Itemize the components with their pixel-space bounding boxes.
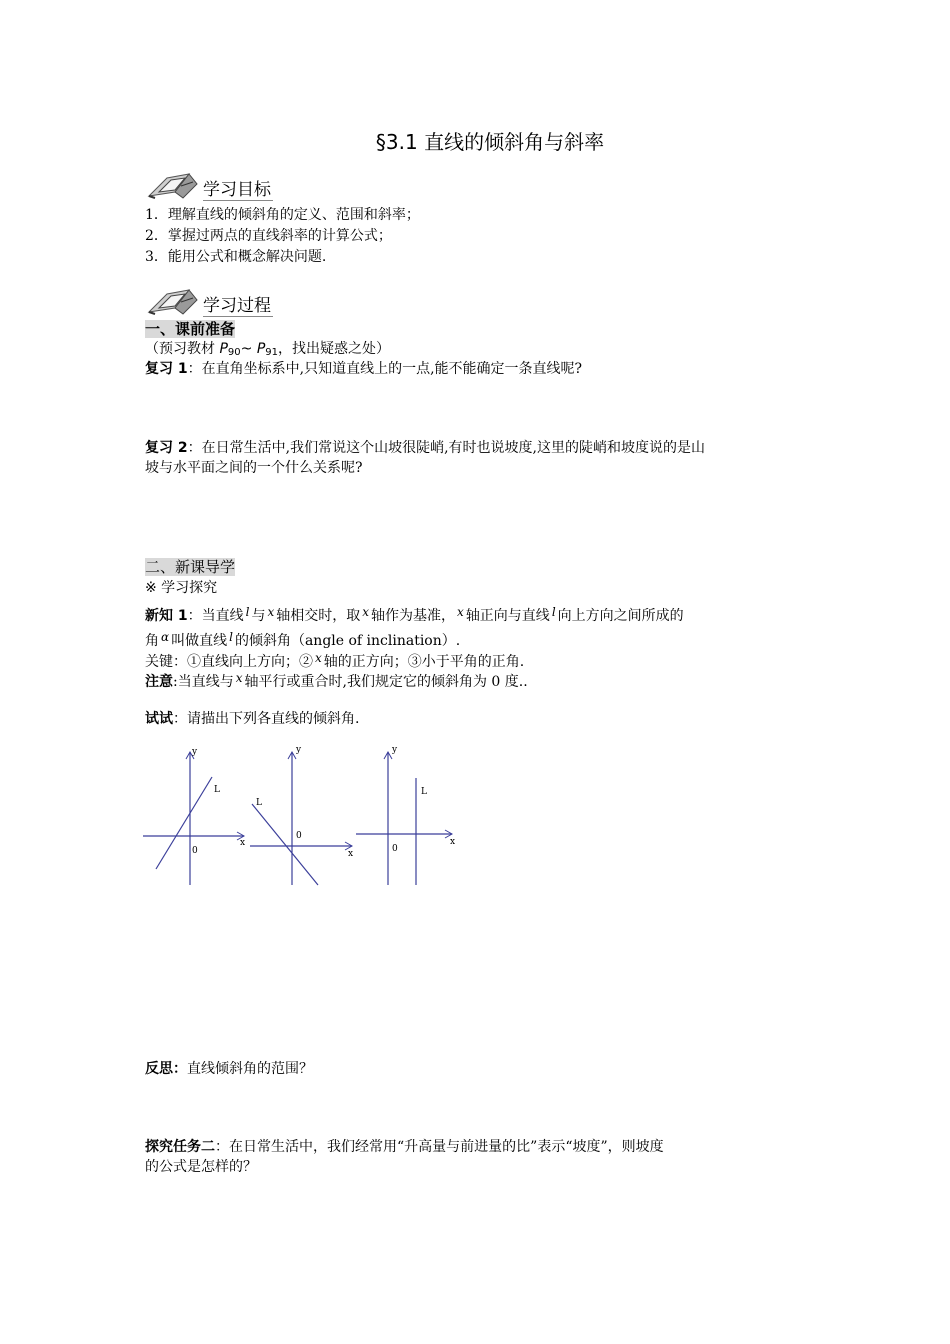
process-heading: 学习过程 — [203, 296, 271, 316]
x-label: x — [240, 838, 246, 848]
var-x: x — [362, 605, 370, 619]
text: 叫做直线 — [171, 633, 228, 649]
page-sub: 90 — [227, 347, 241, 358]
var-x: x — [235, 671, 243, 685]
var-alpha: α — [161, 630, 170, 644]
review1-text: ：在直角坐标系中,只知道直线上的一点,能不能确定一条直线呢? — [187, 361, 583, 377]
page-title: §3.1 直线的倾斜角与斜率 — [375, 130, 605, 154]
section-process-header — [145, 286, 345, 316]
y-label: y — [392, 745, 398, 755]
text: 轴的正方向；③小于平角的正角. — [323, 654, 525, 670]
var-l: l — [245, 605, 250, 619]
text: 的倾斜角（angle of inclination）. — [234, 633, 461, 649]
try-label: 试试 — [145, 711, 173, 727]
review2-text: ：在日常生活中,我们常说这个山坡很陡峭,有时也说坡度,这里的陡峭和坡度说的是山 — [187, 440, 705, 456]
try-it — [145, 709, 359, 729]
review1 — [145, 359, 582, 379]
reflection — [145, 1059, 313, 1079]
new-knowledge-1 — [145, 602, 684, 626]
page-sub: 91 — [265, 347, 279, 358]
inclination-graphs — [140, 742, 470, 890]
text: :当直线与 — [173, 674, 234, 690]
task2-text: ：在日常生活中，我们经常用“升高量与前进量的比”表示“坡度”，则坡度 — [215, 1139, 664, 1155]
text: 轴平行或重合时,我们规定它的倾斜角为 0 度.. — [244, 674, 528, 690]
explore-heading: ※ 学习探究 — [145, 580, 218, 596]
var-x: x — [267, 605, 275, 619]
text: ：当直线 — [187, 608, 244, 624]
section-goals-header — [145, 170, 345, 200]
var-l: l — [229, 630, 233, 644]
review2-label: 复习 2 — [145, 440, 188, 456]
reflect-label: 反思： — [145, 1061, 187, 1077]
open-book-icon — [145, 170, 201, 200]
know1-label: 新知 1 — [145, 608, 188, 624]
prep-note-close: ，找出疑惑之处） — [278, 341, 391, 357]
goal-item: 3．能用公式和概念解决问题. — [145, 249, 327, 265]
task2 — [145, 1137, 664, 1157]
try-text: ：请描出下列各直线的倾斜角. — [173, 711, 360, 727]
text: 与 — [251, 608, 266, 624]
newlesson-heading-row — [145, 557, 235, 578]
line-label: L — [256, 798, 262, 808]
review2-cont: 坡与水平面之间的一个什么关系呢? — [145, 460, 363, 476]
var-x: x — [315, 651, 322, 665]
goal-item: 2．掌握过两点的直线斜率的计算公式； — [145, 228, 392, 244]
line-l — [252, 804, 318, 885]
reflect-text: 直线倾斜角的范围？ — [187, 1061, 313, 1077]
text: 轴作为基准， — [371, 608, 456, 624]
task2-label: 探究任务二 — [145, 1139, 215, 1155]
review2 — [145, 438, 705, 458]
origin-label: 0 — [296, 831, 302, 841]
text: 向上方向之间所成的 — [557, 608, 684, 624]
line-label: L — [214, 785, 220, 795]
text: 角 — [145, 633, 159, 649]
tilde: ~ — [240, 341, 257, 357]
prep-heading: 一、课前准备 — [145, 320, 236, 338]
prep-note-open: （预习教材 — [145, 341, 220, 357]
task2-cont: 的公式是怎样的？ — [145, 1159, 257, 1175]
open-book-icon — [145, 286, 201, 316]
goal-item: 1．理解直线的倾斜角的定义、范围和斜率； — [145, 207, 420, 223]
text: 轴相交时，取 — [276, 608, 361, 624]
prep-heading-row — [145, 319, 235, 340]
review1-label: 复习 1 — [145, 361, 188, 377]
var-l: l — [551, 605, 556, 619]
x-label: x — [450, 837, 456, 847]
graph-2 — [250, 745, 353, 885]
page-var: P — [219, 341, 228, 357]
y-label: y — [296, 745, 302, 755]
origin-label: 0 — [392, 844, 398, 854]
note-label: 注意 — [145, 674, 173, 690]
newlesson-heading: 二、新课导学 — [145, 558, 236, 576]
text: 关键：①直线向上方向；② — [145, 654, 313, 670]
graph-1 — [143, 747, 245, 885]
var-x: x — [457, 605, 464, 619]
goals-heading: 学习目标 — [203, 180, 271, 200]
line-label: L — [421, 787, 427, 797]
text: 轴正向与直线 — [465, 608, 550, 624]
line-l — [156, 777, 212, 869]
origin-label: 0 — [192, 846, 198, 856]
graph-3 — [356, 745, 455, 885]
note — [145, 668, 528, 692]
y-label: y — [192, 747, 198, 757]
page-var: P — [256, 341, 266, 357]
x-label: x — [348, 849, 354, 859]
